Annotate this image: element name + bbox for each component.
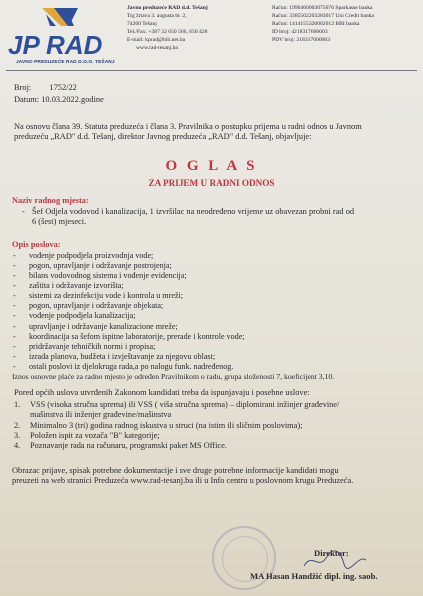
page-title: O G L A S xyxy=(165,158,258,174)
list-item: - pridržavanje tehničkih normi i propisa; xyxy=(13,341,156,351)
reference-date xyxy=(14,95,104,105)
company-phone: Tel./Fax: +387 32 650 566, 650 428 xyxy=(127,28,208,35)
logo-tagline: JAVNO PREDUZEĆE RAD D.O.O. TEŠANJ xyxy=(16,60,115,65)
list-item: - upravljanje i održavanje kanalizacione mreže; xyxy=(13,321,178,331)
page-subtitle: ZA PRIJEM U RADNI ODNOS xyxy=(148,178,275,188)
closing-line: Obrazac prijave, spisak potrebne dokumentacije i sve druge potrebne informacije kandidati mogu xyxy=(12,466,339,475)
closing-paragraph xyxy=(12,466,353,487)
company-email[interactable]: E-mail: kprad@bih.net.ba xyxy=(127,36,186,43)
vat-number: PDV broj: 218317600003 xyxy=(272,36,331,43)
bank-accounts xyxy=(272,5,374,45)
position-heading: Naziv radnog mjesta: xyxy=(12,196,89,205)
company-address-line2: 74260 Tešanj xyxy=(127,20,157,27)
list-item: - vođenje podpodjela proizvodnja vode; xyxy=(13,251,154,260)
account-line: Račun: 1990460003075676 Sparkasse banka xyxy=(272,5,373,11)
position-description: Šef Odjela vodovod i kanalizacija, 1 izvršilac na neodređeno vrijeme uz obavezan probni rad od xyxy=(32,207,355,216)
signature-name: MA Hasan Handžić dipl. ing. saob. xyxy=(250,571,378,581)
reference-date-value: 10.03.2022.godine xyxy=(41,95,104,104)
id-number: ID broj: 4218317600003 xyxy=(272,28,328,35)
reference-number xyxy=(14,83,77,93)
company-logo xyxy=(6,4,115,68)
account-line: Račun: 1414155320002012 BBI banka xyxy=(272,20,360,27)
company-name: Javno preduzeće RAD d.d. Tešanj xyxy=(127,5,208,11)
conditions-intro: Pored općih uslova utvrđenih Zakonom kandidati treba da ispunjavaju i posebne uslove: xyxy=(14,388,310,397)
intro-line: preduzeću „RAD" d.d. Tešanj, direktor Javnog preduzeća „RAD" d.d. Tešanj, objavljuje: xyxy=(14,132,312,142)
list-item: 3. Položen ispit za vozača "B" kategorije; xyxy=(14,430,160,440)
signature-scribble-icon xyxy=(300,548,370,572)
list-item: 1. VSS (visoka stručna sprema) ili VSS ( viša stručna sprema) – diplomirani inžinjer građevine/ xyxy=(14,400,340,409)
list-item: - zaštita i održavanje izvorišta; xyxy=(13,281,124,291)
duties-list xyxy=(13,251,245,372)
list-item: - bilans vodovodnog sistema i vođenje evidencija; xyxy=(13,271,187,281)
intro-paragraph xyxy=(14,122,362,143)
signature-title: Direktor: xyxy=(314,548,349,558)
intro-line: Na osnovu člana 39. Statuta preduzeća i člana 3. Pravilnika o postupku prijema u radni odnos u Javnom xyxy=(14,122,362,131)
reference-number-value: 1752/22 xyxy=(49,83,77,92)
list-item: - koordinacija sa šefom ispitne laboratorije, prerade i kontrole vode; xyxy=(13,331,245,341)
list-item: - pogon, upravljanje i održavanje objekata; xyxy=(13,301,164,311)
list-item: 2. Minimalno 3 (tri) godina radnog iskustva u struci (na istim ili sličnim poslovima); xyxy=(14,420,303,430)
company-website[interactable]: www.rad-tesanj.ba xyxy=(136,44,178,51)
position-line1: - Šef Odjela vodovod i kanalizacija, 1 izvršilac na neodređeno vrijeme uz obavezan probni rad od xyxy=(22,207,355,216)
reference-date-label: Datum: xyxy=(14,95,40,104)
salary-note: Iznos osnovne plaće za radno mjesto je određen Pravilnikom o radu, grupa složenosti 7, koeficijent 3,10. xyxy=(12,372,335,381)
company-address-line1: Trg žrtava 3. augusta br. 2, xyxy=(127,12,187,19)
account-line: Račun: 3385502203283017 Uni Credit banka xyxy=(272,12,374,19)
logo-text: JP RAD xyxy=(8,30,103,56)
conditions-list xyxy=(14,400,339,451)
list-item: - sistemi za dezinfekciju vode i kontrola u mreži; xyxy=(13,291,183,301)
list-item: - izrada planova, budžeta i izvještavanje za njegovu oblast; xyxy=(13,351,216,361)
list-item: - pogon, upravljanje i održavanje postrojenja; xyxy=(13,261,172,271)
header-divider xyxy=(6,70,417,71)
company-contact xyxy=(127,5,208,52)
duties-heading: Opis poslova: xyxy=(12,240,61,249)
logo-mark-icon xyxy=(6,4,110,56)
closing-line: preuzeti na web stranici Preduzeća www.rad-tesanj.ba ili u Info centru u poslovnom krugu Preduzeća. xyxy=(12,476,354,486)
list-item: mašinstva ili inženjer građevine/mašinstva xyxy=(30,410,172,420)
position-line2: 6 (šest) mjeseci. xyxy=(32,217,87,226)
list-item: - ostali poslovi iz djelokruga rada,a po nalogu funk. nadređenog. xyxy=(13,361,234,371)
list-item: - vođenje podpodjela kanalizacija; xyxy=(13,311,136,321)
list-item: 4. Poznavanje rada na računaru, programski paket MS Office. xyxy=(14,441,227,451)
reference-number-label: Broj: xyxy=(14,83,32,92)
